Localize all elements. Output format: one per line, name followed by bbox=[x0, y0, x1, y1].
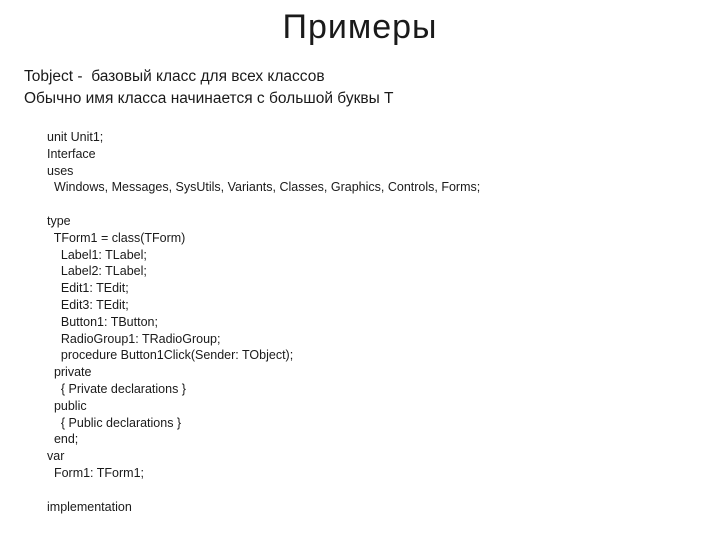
intro-line: Обычно имя класса начинается с большой буквы Т bbox=[24, 90, 394, 107]
code-line bbox=[47, 482, 480, 499]
code-line: Form1: TForm1; bbox=[47, 465, 145, 480]
code-line: { Private declarations } bbox=[47, 381, 186, 396]
code-line: RadioGroup1: TRadioGroup; bbox=[47, 331, 221, 346]
code-line: var bbox=[47, 449, 65, 464]
slide-title: Примеры bbox=[282, 8, 438, 46]
code-line: private bbox=[47, 365, 92, 380]
intro-text bbox=[24, 66, 394, 110]
code-line: procedure Button1Click(Sender: TObject); bbox=[47, 348, 294, 363]
code-line: Edit3: TEdit; bbox=[47, 297, 129, 312]
code-line: public bbox=[47, 398, 87, 413]
code-listing bbox=[47, 129, 480, 515]
code-line: Edit1: TEdit; bbox=[47, 281, 129, 296]
code-line bbox=[47, 196, 480, 213]
code-line: { Public declarations } bbox=[47, 415, 182, 430]
code-line: type bbox=[47, 213, 71, 228]
code-line: uses bbox=[47, 163, 74, 178]
code-line: end; bbox=[47, 432, 79, 447]
intro-line: Tobject - базовый класс для всех классов bbox=[24, 68, 325, 85]
code-line: Label2: TLabel; bbox=[47, 264, 147, 279]
code-line: Interface bbox=[47, 146, 96, 161]
code-line: Label1: TLabel; bbox=[47, 247, 147, 262]
code-line: Button1: TButton; bbox=[47, 314, 158, 329]
code-line: unit Unit1; bbox=[47, 130, 104, 144]
code-line: TForm1 = class(TForm) bbox=[47, 230, 186, 245]
code-line: implementation bbox=[47, 499, 132, 514]
code-line: Windows, Messages, SysUtils, Variants, Classes, Graphics, Controls, Forms; bbox=[47, 180, 481, 195]
